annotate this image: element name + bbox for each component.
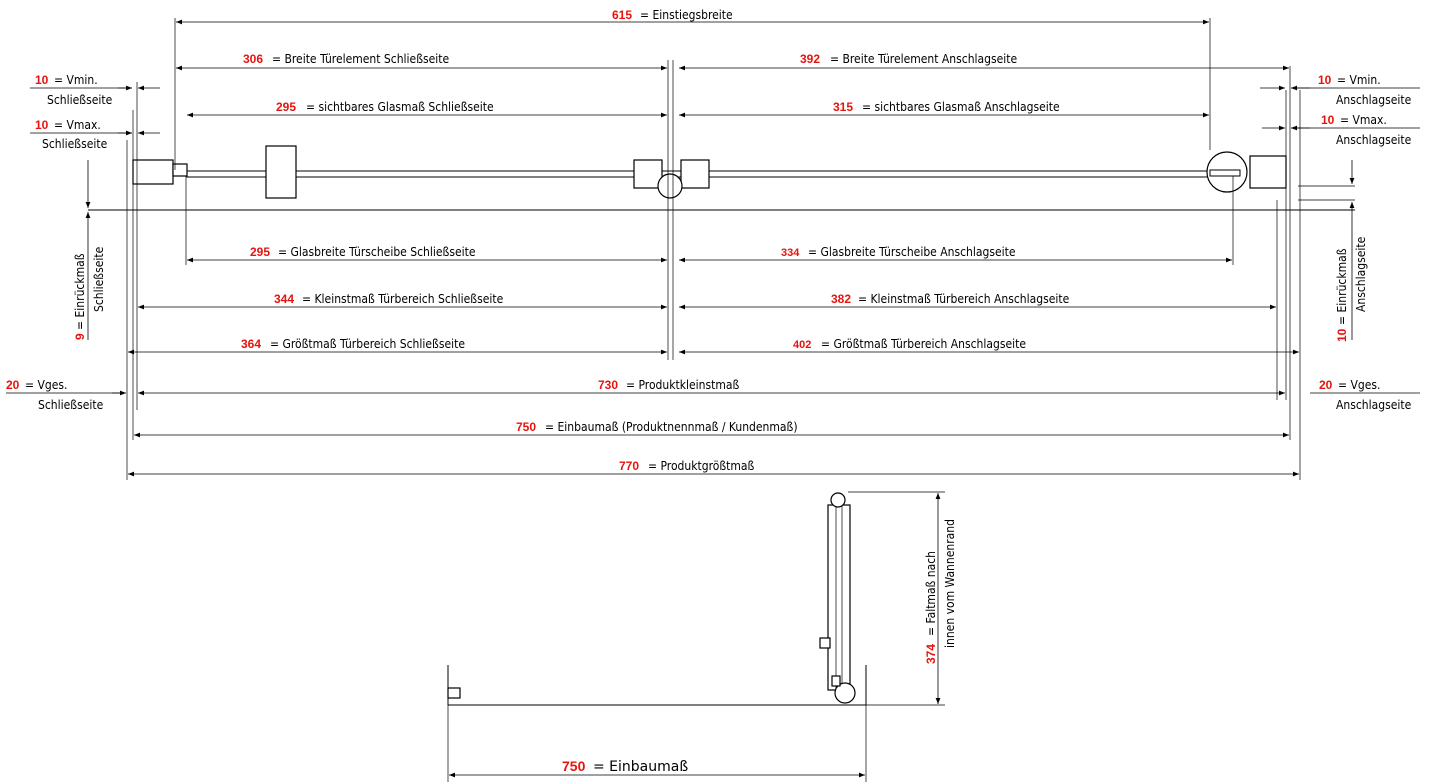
center-bracket-right	[681, 160, 709, 188]
value-einstieg: 615	[612, 8, 633, 22]
text-gross-anschlag: = Größtmaß Türbereich Anschlagseite	[821, 337, 1027, 351]
text-einrueck-schliess: = Einrückmaß	[73, 253, 87, 330]
dimension-lines	[6, 22, 1420, 474]
text-glas-anschlag: = Glasbreite Türscheibe Anschlagseite	[808, 245, 1016, 259]
text-vmax-schliess: = Vmax.	[54, 118, 101, 132]
value-klein-anschlag: 382	[831, 292, 852, 306]
value-klein-schliess: 344	[274, 292, 295, 306]
label-gross-schliess	[241, 337, 465, 351]
label-klein-schliess	[274, 292, 504, 306]
text-einbau: = Einbaumaß (Produktnennmaß / Kundenmaß)	[545, 420, 798, 434]
value-glas-anschlag: 334	[781, 247, 800, 259]
text2-einrueck-anschlag: Anschlagseite	[1354, 236, 1368, 312]
text-einrueck-anschlag: = Einrückmaß	[1335, 248, 1349, 325]
label-vmin-anschlag	[1318, 73, 1412, 107]
wall-profile-right	[1250, 156, 1286, 188]
handle-fold-2	[832, 676, 840, 686]
label-gross-anschlag	[793, 337, 1026, 351]
text-produktgross: = Produktgrößtmaß	[648, 459, 755, 473]
text-breite-schliess: = Breite Türelement Schließseite	[272, 52, 450, 66]
label-produktgross	[619, 459, 755, 473]
label-sicht-anschlag	[833, 100, 1060, 114]
value-sicht-schliess: 295	[276, 100, 297, 114]
value-produktgross: 770	[619, 459, 640, 473]
text-glas-schliess: = Glasbreite Türscheibe Schließseite	[278, 245, 476, 259]
profile-left	[448, 688, 460, 698]
label-einrueck-anschlag	[1335, 236, 1368, 342]
text-vges-anschlag: = Vges.	[1338, 378, 1381, 392]
label-breite-anschlag	[800, 52, 1018, 66]
text-vges-schliess: = Vges.	[25, 378, 68, 392]
text-sicht-anschlag: = sichtbares Glasmaß Anschlagseite	[862, 100, 1060, 114]
hinge-right	[1207, 152, 1247, 192]
text2-vmax-anschlag: Anschlagseite	[1336, 133, 1412, 147]
text-einbau-small: = Einbaumaß	[593, 759, 689, 775]
fold-view	[448, 492, 945, 782]
glass-rail	[187, 171, 1237, 177]
label-einrueck-schliess	[73, 246, 106, 340]
text-klein-schliess: = Kleinstmaß Türbereich Schließseite	[302, 292, 504, 306]
handle-left	[266, 146, 296, 198]
text-sicht-schliess: = sichtbares Glasmaß Schließseite	[306, 100, 494, 114]
label-klein-anschlag	[831, 292, 1070, 306]
value-gross-schliess: 364	[241, 337, 262, 351]
text-produktklein: = Produktkleinstmaß	[626, 378, 740, 392]
value-vmin-schliess: 10	[35, 73, 49, 87]
value-vmax-schliess: 10	[35, 118, 49, 132]
label-vges-schliess	[6, 378, 104, 412]
text2-vmin-anschlag: Anschlagseite	[1336, 93, 1412, 107]
text-vmin-schliess: = Vmin.	[54, 73, 98, 87]
text2-vmin-schliess: Schließseite	[47, 93, 113, 107]
text-gross-schliess: = Größtmaß Türbereich Schließseite	[270, 337, 465, 351]
label-glas-anschlag	[781, 245, 1016, 259]
text2-einrueck-schliess: Schließseite	[92, 246, 106, 312]
value-gross-anschlag: 402	[793, 339, 812, 351]
text-einstieg: = Einstiegsbreite	[640, 8, 733, 22]
label-vmax-schliess	[35, 118, 108, 151]
value-einbau-small: 750	[562, 758, 586, 774]
value-vges-anschlag: 20	[1319, 378, 1333, 392]
label-vmax-anschlag	[1321, 113, 1412, 147]
value-produktklein: 730	[598, 378, 619, 392]
label-einstieg	[612, 8, 733, 22]
text-breite-anschlag: = Breite Türelement Anschlagseite	[830, 52, 1018, 66]
label-einbau-small	[562, 758, 688, 775]
label-produktklein	[598, 378, 739, 392]
text-vmax-anschlag: = Vmax.	[1340, 113, 1387, 127]
value-einrueck-anschlag: 10	[1335, 328, 1349, 342]
value-faltmass: 374	[924, 643, 938, 664]
label-glas-schliess	[250, 245, 476, 259]
value-glas-schliess: 295	[250, 245, 271, 259]
wall-profile-left	[133, 160, 173, 184]
hinge-top	[831, 493, 845, 507]
handle-fold	[820, 638, 830, 648]
center-hinge	[658, 174, 682, 198]
text2-vmax-schliess: Schließseite	[42, 137, 108, 151]
label-breite-schliess	[243, 52, 449, 66]
label-faltmass	[924, 519, 957, 664]
value-breite-anschlag: 392	[800, 52, 821, 66]
label-sicht-schliess	[276, 100, 494, 114]
label-einbau	[516, 420, 798, 434]
text-vmin-anschlag: = Vmin.	[1337, 73, 1381, 87]
text2-vges-anschlag: Anschlagseite	[1336, 398, 1412, 412]
text2-vges-schliess: Schließseite	[38, 398, 104, 412]
text2-faltmass: innen vom Wannenrand	[943, 519, 957, 648]
value-einrueck-schliess: 9	[73, 333, 87, 340]
folded-door	[828, 505, 850, 690]
value-breite-schliess: 306	[243, 52, 264, 66]
value-vmax-anschlag: 10	[1321, 113, 1335, 127]
value-vges-schliess: 20	[6, 378, 20, 392]
value-einbau: 750	[516, 420, 537, 434]
text-faltmass: = Faltmaß nach	[924, 550, 938, 636]
label-vges-anschlag	[1319, 378, 1412, 412]
text-klein-anschlag: = Kleinstmaß Türbereich Anschlagseite	[858, 292, 1070, 306]
label-vmin-schliess	[35, 73, 113, 107]
value-vmin-anschlag: 10	[1318, 73, 1332, 87]
value-sicht-anschlag: 315	[833, 100, 854, 114]
